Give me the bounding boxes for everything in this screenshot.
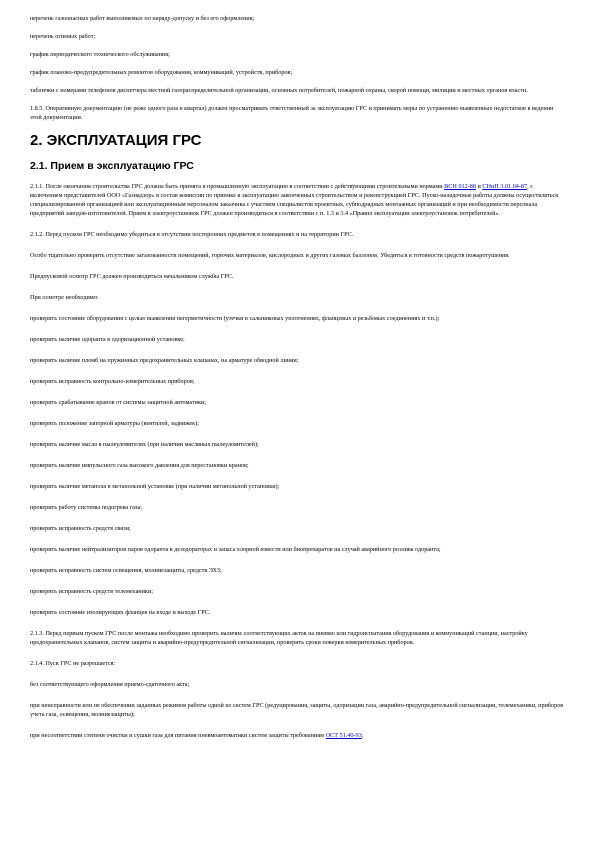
deny-item: без соответствующего оформления приемо-сдаточного акта; (30, 681, 190, 688)
check-item: проверить наличие одоранта в одоризационной установке; (30, 336, 185, 343)
intro-item: таблички с номерами телефонов диспетчера местной газораспределительной организации, основных потребителей, пожарной охраны, скорой помощи, милиции и местных органов власти. (30, 87, 528, 94)
intro-item: график периодического технического обслуживания; (30, 51, 170, 58)
deny-item: при неисправности или не обеспечении заданных режимов работы одной из систем ГРС (редуцирования, защиты, одоризации газа, аварийно-предупредительной сигнализации, телемеханики, приборов учета газа, освещения, молниезащиты); (30, 702, 564, 718)
clause-2-1-3: 2.1.3. Перед первым пуском ГРС после монтажа необходимо проверить наличие соответствующих актов на пневмо или гидроиспытания оборудования и коммуникаций станции, настройку предохранительных клапанов, систем защиты и аварийно-предупредительной сигнализации, проверить сроки поверки измерительных приборов. (30, 630, 528, 646)
check-item: проверить состояние оборудования с целью выявления негерметичности (утечки в сальниковых уплотнениях, фланцевых и резьбовых соединениях и т.п.); (30, 315, 440, 322)
paragraph: Особо тщательно проверить отсутствие загазованности помещений, горючих материалов, кислородных и других газовых баллонов. Убедиться в готовности средств пожаротушения. (30, 252, 510, 259)
check-item: проверить состояние изолирующих фланцев на входе и выходе ГРС. (30, 609, 211, 616)
check-item: проверить срабатывание кранов от системы защитной автоматики; (30, 399, 207, 406)
check-item: проверить исправность средств телемеханики; (30, 588, 153, 595)
intro-item: перечень газоопасных работ выполняемых по наряду-допуску и без его оформления; (30, 15, 255, 22)
norm-link-vsn[interactable]: ВСН 012-88 (444, 183, 476, 190)
check-item: проверить положение запорной арматуры (вентилей, задвижек); (30, 420, 199, 427)
section-title: 2. ЭКСПЛУАТАЦИЯ ГРС (30, 132, 202, 149)
check-item: проверить работу системы подогрева газа; (30, 504, 142, 511)
subsection-title: 2.1. Прием в эксплуатацию ГРС (30, 160, 194, 172)
norm-link-snip[interactable]: СНиП 3.01.04-87 (482, 183, 528, 190)
clause-2-1-1: 2.1.1. После окончания строительства ГРС должна быть принята в промышленную эксплуатацию в соответствии с действующими строительными нормами ВСН 012-88 и СНиП 3.01.04-87, с включением представителей ООО «Газнадзор» в состав комиссии по приемке в эксплуатацию законченных строительством и реконструкцией ГРС. Пуско-наладочные работы должны осуществляться специализированной организацией или эксплуатационным персоналом заказчика с участием специалистов проектных, субподрядных монтажных организаций и при необходимости персонала предприятий заводов-изготовителей. Прием в электроустановок ГРС должен производиться в соответствии с п. 1.3 и 3.4 «Правил эксплуатации электроустановок потребителей». (30, 183, 559, 217)
check-item: проверить исправность систем освещения, молниезащиты, средств ЭХЗ; (30, 567, 222, 574)
check-item: проверить наличие пломб на пружинных предохранительных клапанах, на арматуре обводной линии; (30, 357, 299, 364)
check-item: проверить исправность средств связи; (30, 525, 131, 532)
check-item: проверить наличие импульсного газа высокого давления для перестановки кранов; (30, 462, 249, 469)
clause-2-1-4: 2.1.4. Пуск ГРС не разрешается: (30, 660, 116, 667)
intro-item: перечень огневых работ; (30, 33, 96, 40)
paragraph: При осмотре необходимо: (30, 294, 99, 301)
deny-item: при несоответствии степени очистки и сушки газа для питания пневмоавтоматики систем защиты требованиям ОСТ 51.40-93; (30, 732, 364, 739)
check-item: проверить наличие метанола в метанольной установке (при наличии метанольной установки); (30, 483, 280, 490)
intro-item: график планово-предупредительных ремонтов оборудования, коммуникаций, устройств, приборов; (30, 69, 293, 76)
check-item: проверить наличие нейтрализаторов паров одоранта в дезодораторах и запаса хлорной извести или биопрепаратов на случай аварийного розлива одоранта; (30, 546, 441, 553)
clause-2-1-2: 2.1.2. Перед пуском ГРС необходимо убедиться в отсутствии посторонних предметов в помещениях и на территории ГРС. (30, 231, 354, 238)
paragraph: Предпусковой осмотр ГРС должен производиться начальником службы ГРС. (30, 273, 234, 280)
check-item: проверить наличие масла в пылеуловителях (при наличии масляных пылеуловителей); (30, 441, 259, 448)
clause-1-8-5: 1.8.5. Оперативную документацию (не реже одного раза в квартал) должен просматривать ответственный за эксплуатацию ГРС и принимать меры по устранению выявленных недостатков в ведении этой документации. (30, 105, 554, 121)
norm-link-ost[interactable]: ОСТ 51.40-93 (325, 732, 362, 739)
check-item: проверить исправность контрольно-измерительных приборов; (30, 378, 195, 385)
